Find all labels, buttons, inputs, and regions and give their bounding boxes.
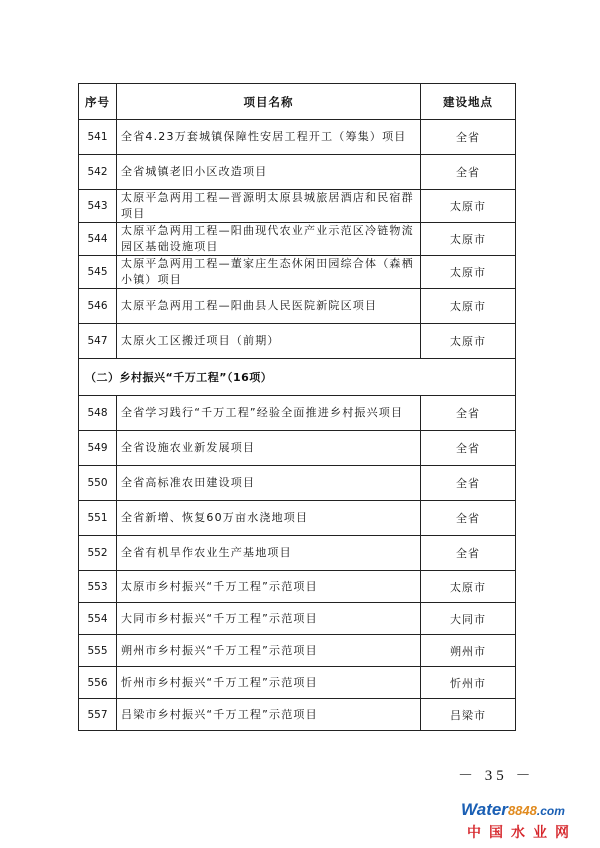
row-location: 太原市 [421,223,516,256]
row-number: 553 [79,571,117,603]
table-row [79,501,516,536]
row-project-name: 大同市乡村振兴“千万工程”示范项目 [117,603,421,635]
row-location: 全省 [421,536,516,571]
section-header-row [79,359,516,396]
row-project-name: 太原火工区搬迁项目（前期） [117,324,421,359]
row-project-name: 全省有机旱作农业生产基地项目 [117,536,421,571]
row-number: 550 [79,466,117,501]
row-location: 全省 [421,466,516,501]
row-location: 大同市 [421,603,516,635]
table-row [79,466,516,501]
row-number: 546 [79,289,117,324]
row-project-name: 太原平急两用工程—董家庄生态休闲田园综合体（森栖小镇）项目 [117,256,421,289]
row-location: 吕梁市 [421,699,516,731]
section-title: （二）乡村振兴“千万工程”（16项） [79,359,516,396]
row-project-name: 太原平急两用工程—晋源明太原县城旅居酒店和民宿群项目 [117,190,421,223]
row-project-name: 全省学习践行“千万工程”经验全面推进乡村振兴项目 [117,396,421,431]
row-project-name: 全省高标准农田建设项目 [117,466,421,501]
row-location: 全省 [421,155,516,190]
row-number: 557 [79,699,117,731]
table-row [79,256,516,289]
table-row [79,120,516,155]
row-location: 朔州市 [421,635,516,667]
row-project-name: 朔州市乡村振兴“千万工程”示范项目 [117,635,421,667]
row-project-name: 太原平急两用工程—阳曲县人民医院新院区项目 [117,289,421,324]
table-row [79,223,516,256]
watermark-site-name: 中国水业网 [467,825,577,841]
table-row [79,536,516,571]
row-location: 全省 [421,396,516,431]
watermark-brand [461,800,565,820]
row-project-name: 忻州市乡村振兴“千万工程”示范项目 [117,667,421,699]
row-number: 541 [79,120,117,155]
row-project-name: 全省城镇老旧小区改造项目 [117,155,421,190]
watermark-brand-word: Water [461,800,508,819]
row-project-name: 吕梁市乡村振兴“千万工程”示范项目 [117,699,421,731]
row-location: 全省 [421,431,516,466]
row-project-name: 全省4.23万套城镇保障性安居工程开工（筹集）项目 [117,120,421,155]
page-number: － 35 － [458,768,535,784]
row-number: 549 [79,431,117,466]
row-location: 太原市 [421,190,516,223]
row-number: 543 [79,190,117,223]
row-number: 552 [79,536,117,571]
row-project-name: 全省设施农业新发展项目 [117,431,421,466]
project-table [78,83,516,731]
table-row [79,396,516,431]
table-row [79,571,516,603]
row-location: 太原市 [421,324,516,359]
row-location: 太原市 [421,571,516,603]
header-location: 建设地点 [421,84,516,120]
site-watermark-logo [455,800,595,844]
table-header-row [79,84,516,120]
row-number: 544 [79,223,117,256]
header-number: 序号 [79,84,117,120]
row-location: 太原市 [421,256,516,289]
row-number: 554 [79,603,117,635]
row-location: 全省 [421,120,516,155]
row-number: 555 [79,635,117,667]
table-row [79,699,516,731]
row-project-name: 全省新增、恢复60万亩水浇地项目 [117,501,421,536]
row-number: 556 [79,667,117,699]
table-row [79,667,516,699]
table-row [79,603,516,635]
row-location: 忻州市 [421,667,516,699]
row-project-name: 太原市乡村振兴“千万工程”示范项目 [117,571,421,603]
row-location: 太原市 [421,289,516,324]
table-row [79,155,516,190]
table-row [79,289,516,324]
row-number: 551 [79,501,117,536]
table-row [79,635,516,667]
table-row [79,324,516,359]
row-number: 545 [79,256,117,289]
row-number: 547 [79,324,117,359]
table-row [79,431,516,466]
row-location: 全省 [421,501,516,536]
row-number: 542 [79,155,117,190]
watermark-brand-number: 8848 [507,803,537,818]
table-row [79,190,516,223]
header-project-name: 项目名称 [117,84,421,120]
row-number: 548 [79,396,117,431]
row-project-name: 太原平急两用工程—阳曲现代农业产业示范区冷链物流园区基础设施项目 [117,223,421,256]
watermark-brand-suffix: .com [536,804,565,818]
